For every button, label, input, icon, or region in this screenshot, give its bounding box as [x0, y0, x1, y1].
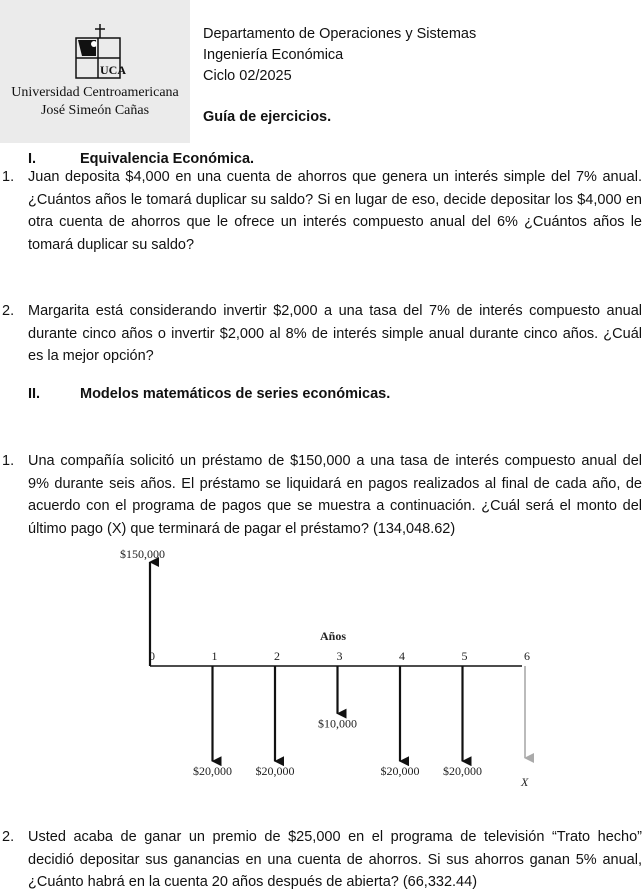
logo-letters: UCA: [100, 63, 126, 77]
guide-title: Guía de ejercicios.: [203, 109, 332, 125]
payment-label: $20,000: [380, 764, 420, 779]
inflow-label: $150,000: [120, 547, 165, 561]
course-info: [203, 24, 476, 87]
course-name: Ingeniería Económica: [203, 47, 344, 63]
axis-label: Años: [320, 629, 347, 643]
university-name: Universidad Centroamericana José Simeón Cañas: [11, 85, 179, 118]
university-logo-block: [0, 0, 190, 143]
unknown-payment-label: X: [521, 775, 529, 789]
year-label: 6: [524, 649, 530, 663]
year-label: 3: [336, 649, 343, 663]
payment-label: $20,000: [255, 764, 295, 779]
payment-label: $10,000: [318, 716, 357, 731]
year-label: 0: [149, 649, 155, 663]
payment-label: $20,000: [443, 764, 482, 779]
year-label: 5: [461, 649, 468, 663]
payment-label: $20,000: [193, 764, 232, 779]
cycle: Ciclo 02/2025: [203, 68, 292, 84]
uca-logo-icon: [70, 22, 126, 80]
cash-flow-diagram: [110, 540, 550, 800]
department-name: Departamento de Operaciones y Sistemas: [203, 26, 477, 42]
year-label: 1: [211, 649, 218, 663]
year-label: 2: [274, 649, 280, 663]
year-label: 4: [399, 649, 405, 663]
